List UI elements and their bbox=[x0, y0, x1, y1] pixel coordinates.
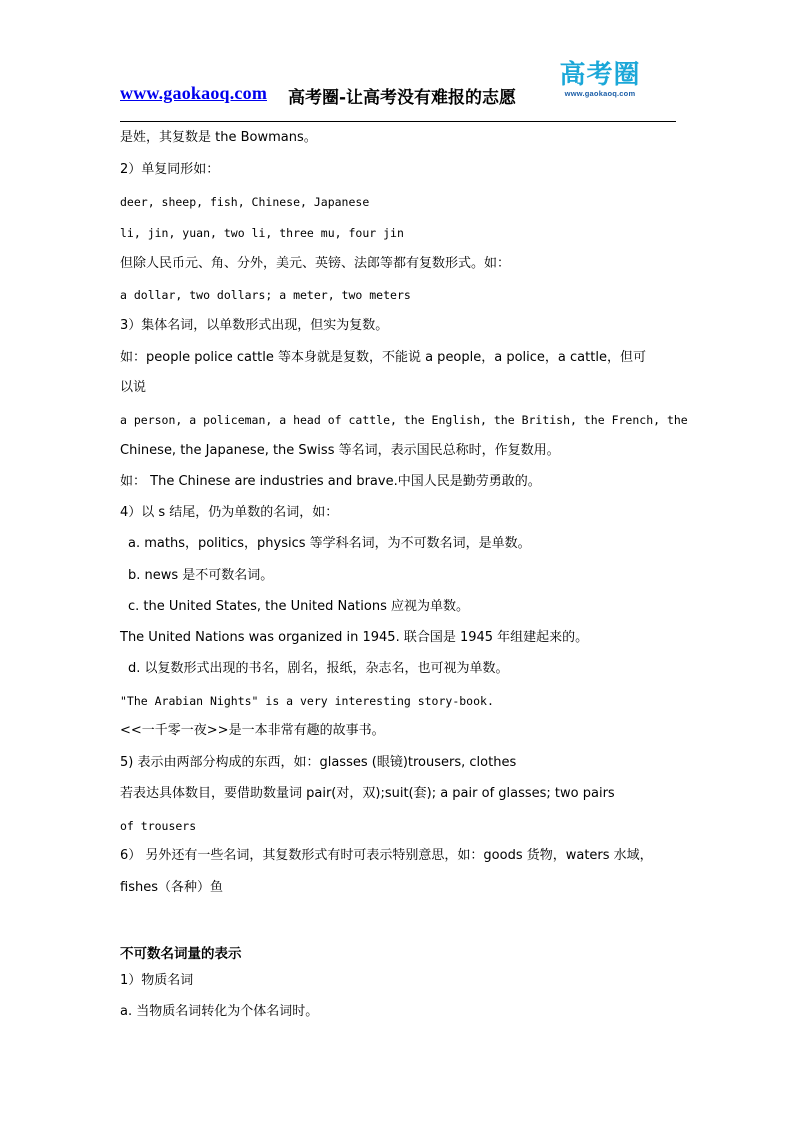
section-heading: 不可数名词量的表示 bbox=[120, 946, 242, 962]
text-line: 6） 另外还有一些名词，其复数形式有时可表示特别意思，如：goods 货物，waters 水域， bbox=[120, 848, 653, 863]
text-line: 以说 bbox=[120, 380, 147, 395]
text-line: 2）单复同形如： bbox=[120, 162, 220, 177]
text-line: c. the United States, the United Nations 应视为单数。 bbox=[128, 599, 469, 614]
text-line: deer, sheep, fish, Chinese, Japanese bbox=[120, 195, 370, 209]
text-line: 但除人民币元、角、分外，美元、英镑、法郎等都有复数形式。如： bbox=[120, 256, 511, 271]
text-line: b. news 是不可数名词。 bbox=[128, 568, 274, 583]
text-line: 3）集体名词，以单数形式出现，但实为复数。 bbox=[120, 318, 389, 333]
text-line: of trousers bbox=[120, 819, 197, 833]
text-line: a dollar, two dollars; a meter, two meters bbox=[120, 288, 411, 302]
text-line: 1）物质名词 bbox=[120, 973, 194, 988]
header-divider bbox=[120, 121, 676, 122]
site-url-link[interactable]: www.gaokaoq.com bbox=[120, 83, 268, 103]
page-header bbox=[120, 60, 676, 122]
text-line: 如：people police cattle 等本身就是复数，不能说 a people，a police，a cattle，但可 bbox=[120, 350, 646, 365]
text-line: fishes（各种）鱼 bbox=[120, 880, 223, 895]
logo-url: www.gaokaoq.com bbox=[564, 89, 636, 98]
text-line: The United Nations was organized in 1945. 联合国是 1945 年组建起来的。 bbox=[120, 630, 589, 645]
text-line: li, jin, yuan, two li, three mu, four jin bbox=[120, 226, 404, 240]
text-line: 5) 表示由两部分构成的东西，如：glasses (眼镜)trousers, clothes bbox=[120, 755, 517, 770]
text-line: a. maths，politics，physics 等学科名词，为不可数名词，是单数。 bbox=[128, 536, 531, 551]
gaokaoq-logo bbox=[548, 60, 652, 100]
text-line: 4）以 s 结尾，仍为单数的名词，如： bbox=[120, 505, 339, 520]
text-line: 若表达具体数目，要借助数量词 pair(对，双);suit(套); a pair of glasses; two pairs bbox=[120, 786, 615, 801]
text-line: Chinese, the Japanese, the Swiss 等名词，表示国民总称时，作复数用。 bbox=[120, 443, 560, 458]
text-line: 如： The Chinese are industries and brave.中国人民是勤劳勇敢的。 bbox=[120, 474, 541, 489]
text-line: 是姓，其复数是 the Bowmans。 bbox=[120, 130, 317, 145]
text-line: a. 当物质名词转化为个体名词时。 bbox=[120, 1004, 319, 1019]
text-line: d. 以复数形式出现的书名，剧名，报纸，杂志名，也可视为单数。 bbox=[128, 661, 509, 676]
text-line: "The Arabian Nights" is a very interesting story-book. bbox=[120, 694, 494, 708]
logo-text: 高考圈 bbox=[559, 60, 641, 90]
text-line: a person, a policeman, a head of cattle, the English, the British, the French, the bbox=[120, 413, 688, 427]
site-slogan: 高考圈-让高考没有难报的志愿 bbox=[288, 88, 517, 108]
text-line: <<一千零一夜>>是一本非常有趣的故事书。 bbox=[120, 723, 385, 738]
